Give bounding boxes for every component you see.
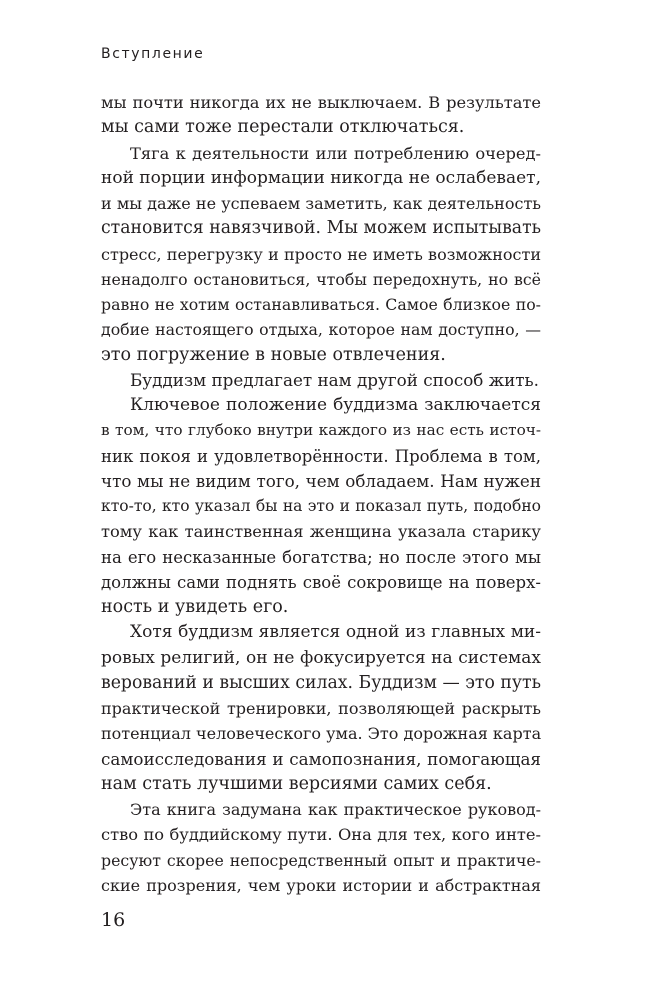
text-line: ство по буддийскому пути. Она для тех, кого инте- — [101, 825, 541, 845]
text-line: Буддизм предлагает нам другой способ жить. — [130, 369, 539, 390]
text-line: Тяга к деятельности или потреблению очеред- — [130, 143, 541, 163]
text-line: на его несказанные богатства; но после этого мы — [101, 547, 541, 567]
text-line: потенциал человеческого ума. Это дорожная карта — [101, 724, 542, 744]
text-line: ровых религий, он не фокусируется на системах — [101, 647, 541, 668]
text-line: мы почти никогда их не выключаем. В результате — [101, 93, 541, 112]
text-line: должны сами поднять своё сокровище на поверх- — [101, 572, 541, 592]
text-line: кто-то, кто указал бы на это и показал путь, подобно — [101, 497, 541, 515]
body-text — [101, 90, 541, 898]
text-line: это погружение в новые отвлечения. — [101, 344, 446, 365]
running-head: Вступление — [101, 46, 205, 62]
text-line: стресс, перегрузку и просто не иметь возможности — [101, 244, 541, 264]
text-line: ность и увидеть его. — [101, 597, 289, 617]
text-line: ресуют скорее непосредственный опыт и практиче- — [101, 850, 541, 870]
text-line: нам стать лучшими версиями самих себя. — [101, 773, 492, 794]
text-line: Хотя буддизм является одной из главных ми- — [130, 622, 541, 643]
text-line: становится навязчивой. Мы можем испытывать — [101, 218, 541, 239]
text-line: равно не хотим останавливаться. Самое близкое по- — [101, 295, 541, 314]
text-line: самоисследования и самопознания, помогающая — [101, 748, 541, 769]
page-number: 16 — [101, 909, 126, 931]
text-line: ские прозрения, чем уроки истории и абстрактная — [101, 875, 541, 895]
text-line: ник покоя и удовлетворённости. Проблема в том, — [101, 446, 541, 466]
text-line: тому как таинственная женщина указала старику — [101, 522, 541, 542]
text-line: что мы не видим того, чем обладаем. Нам нужен — [101, 470, 541, 491]
text-line: мы сами тоже перестали отключаться. — [101, 117, 465, 138]
text-line: Ключевое положение буддизма заключается — [130, 395, 541, 415]
text-line: добие настоящего отдыха, которое нам доступно, — — [101, 320, 541, 340]
text-line: Эта книга задумана как практическое руковод- — [130, 800, 541, 819]
text-line: ной порции информации никогда не ослабевает, — [101, 167, 541, 188]
text-line: верований и высших силах. Буддизм — это путь — [101, 672, 541, 693]
text-line: в том, что глубоко внутри каждого из нас есть источ- — [101, 421, 541, 440]
text-line: практической тренировки, позволяющей раскрыть — [101, 699, 541, 718]
text-line: и мы даже не успеваем заметить, как деятельность — [101, 194, 541, 213]
text-line: ненадолго остановиться, чтобы передохнуть, но всё — [101, 269, 541, 289]
